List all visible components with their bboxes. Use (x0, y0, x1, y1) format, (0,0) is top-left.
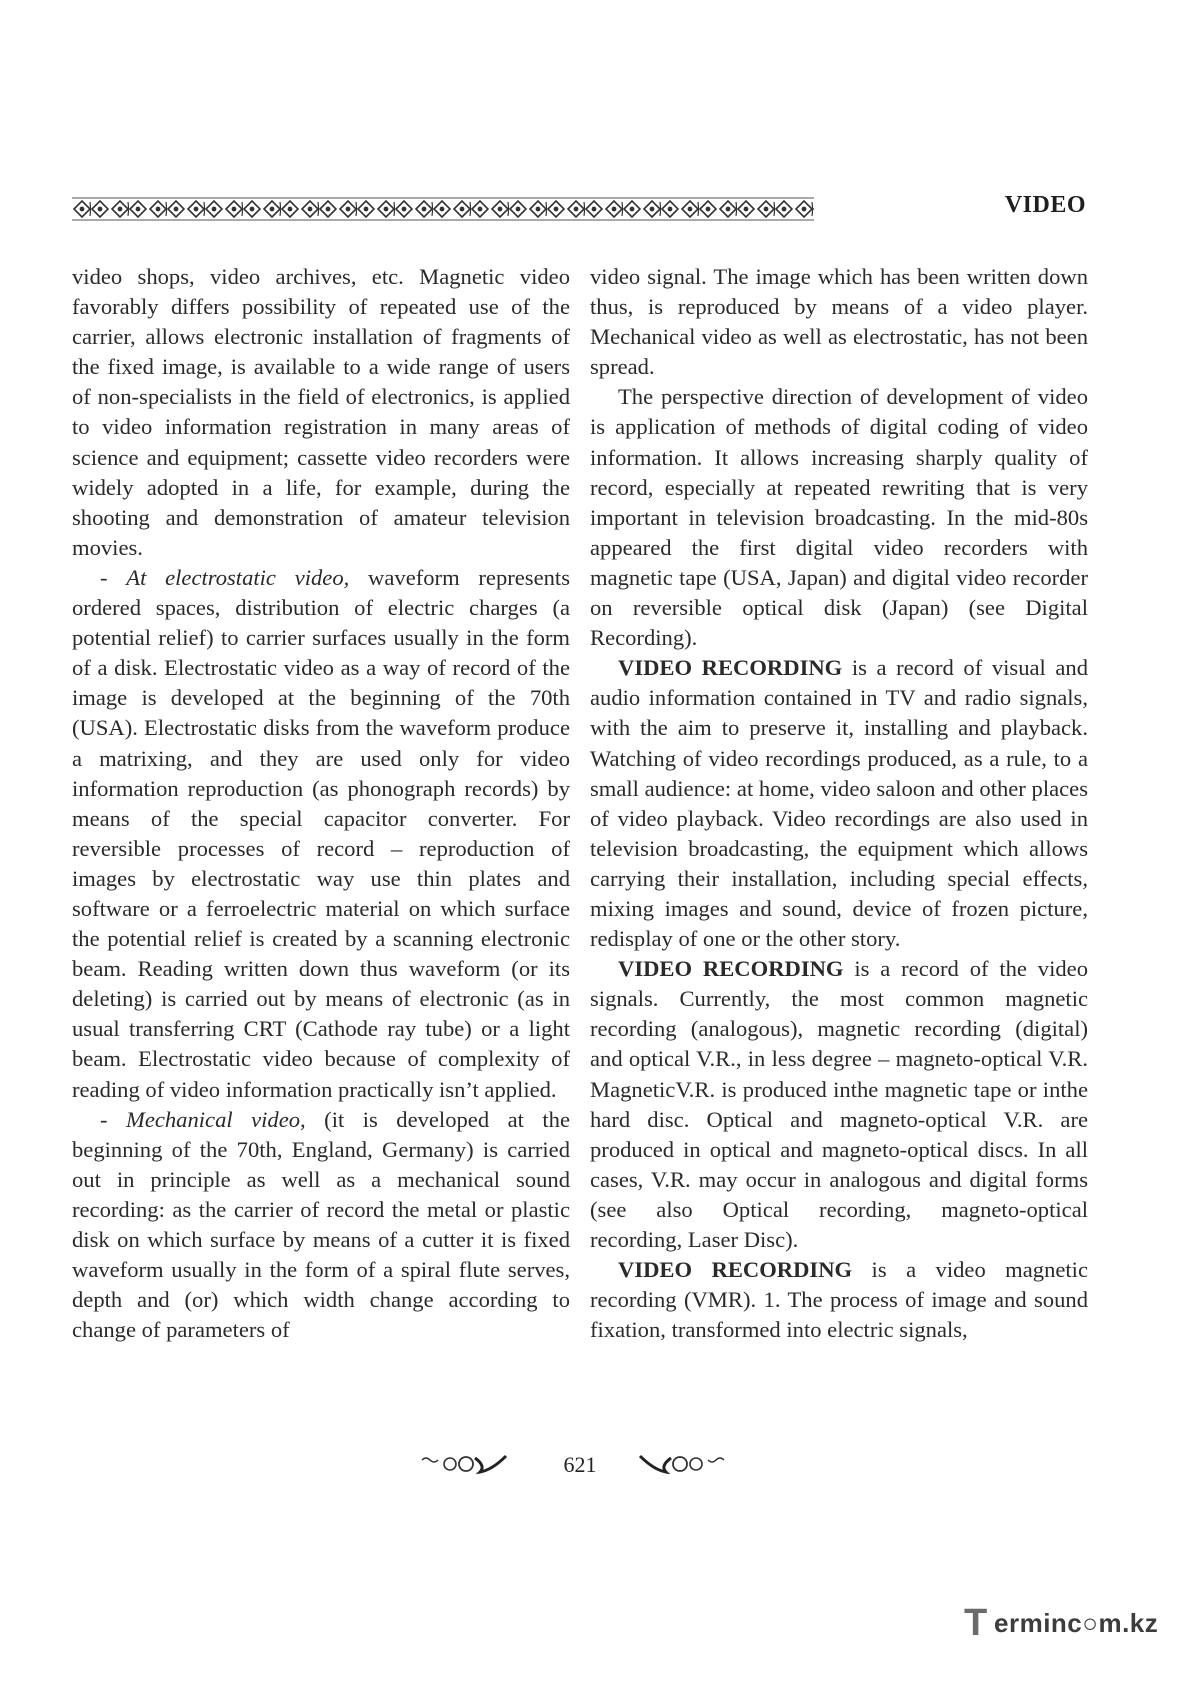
running-head: VIDEO (1004, 192, 1086, 218)
entry-term: VIDEO RECORDING (618, 956, 844, 982)
right-paragraph-1: video signal. The image which has been written down thus, is reproduced by means of a video player. Mechanical video as well as electrostatic, has not been spread. (590, 264, 1088, 380)
left-paragraph-2 (72, 563, 570, 1105)
left-column (72, 262, 570, 1345)
footer-ornament-right-icon (636, 1452, 726, 1476)
page-number: 621 (563, 1452, 597, 1477)
right-paragraph-5 (590, 1255, 1088, 1345)
footer-ornament-left-icon (420, 1452, 510, 1476)
paragraph-body: waveform represents ordered spaces, distribution of electric charges (a potential relief) to carrier surfaces usually in the form of a disk. Electrostatic video as a way of record of the image is developed at the beginning of the 70th (USA). Electrostatic disks from the waveform produce a matrixing, and they are used only for video information reproduction (as phonograph records) by means of the special capacitor converter. For reversible processes of record – reproduction of images by electrostatic way use thin plates and software or a ferroelectric material on which surface the potential relief is created by a scanning electronic beam. Reading written down thus waveform (or its deleting) is carried out by means of electronic (as in usual transferring CRT (Cathode ray tube) or a light beam. Electrostatic video because of complexity of reading of video information practically isn’t applied. (72, 564, 570, 1102)
watermark-text: erminc○m.kz (994, 1608, 1159, 1638)
page-header (72, 188, 1086, 228)
right-paragraph-2: The perspective direction of development of video is application of methods of digital coding of video information. It allows increasing sharply quality of record, especially at repeated rewriting that is very important in television broadcasting. In the mid-80s appeared the first digital video recorders with magnetic tape (USA, Japan) and digital video recorder on reversible optical disk (Japan) (see Digital Recording). (590, 384, 1088, 651)
entry-body: is a record of the video signals. Currently, the most common magnetic recording (analogous), magnetic recording (digital) and optical V.R., in less degree – magneto-optical V.R. MagneticV.R. is produced inthe magnetic tape or inthe hard disc. Optical and magneto-optical V.R. are produced in optical and magneto-optical discs. In all cases, V.R. may occur in analogous and digital forms (see also Optical recording, magneto-optical recording, Laser Disc). (590, 956, 1088, 1252)
italic-term-electrostatic-video: At electrostatic video, (126, 564, 350, 590)
paragraph-dash: - (100, 564, 127, 590)
italic-term-mechanical-video: Mechanical video, (126, 1106, 306, 1132)
ornamental-border-band (72, 196, 814, 222)
site-watermark-logo (964, 1600, 1174, 1650)
left-paragraph-3 (72, 1105, 570, 1346)
right-paragraph-4 (590, 954, 1088, 1255)
page-footer (0, 1442, 1191, 1482)
paragraph-dash: - (100, 1106, 126, 1132)
watermark-initial: T (964, 1602, 988, 1644)
right-column (590, 262, 1088, 1345)
entry-term: VIDEO RECORDING (618, 1257, 853, 1283)
left-paragraph-1: video shops, video archives, etc. Magnetic video favorably differs possibility of repeated use of the carrier, allows electronic installation of fragments of the fixed image, is available to a wide range of users of non-specialists in the field of electronics, is applied to video information registration in many areas of science and equipment; cassette video recorders were widely adopted in a life, for example, during the shooting and demonstration of amateur television movies. (72, 264, 570, 560)
entry-body: is a record of visual and audio information contained in TV and radio signals, with the aim to preserve it, installing and playback. Watching of video recordings produced, as a rule, to a small audience: at home, video saloon and other places of video playback. Video recordings are also used in television broadcasting, the equipment which allows carrying their installation, including special effects, mixing images and sound, device of frozen picture, redisplay of one or the other story. (590, 655, 1089, 952)
paragraph-body: (it is developed at the beginning of the 70th, England, Germany) is carried out in principle as well as a mechanical sound recording: as the carrier of record the metal or plastic disk on which surface by means of a cutter it is fixed waveform usually in the form of a spiral flute serves, depth and (or) which width change according to change of parameters of (72, 1106, 570, 1343)
entry-body: is a video magnetic recording (VMR). 1. The process of image and sound fixation, transformed into electric signals, (590, 1257, 1088, 1343)
entry-term: VIDEO RECORDING (618, 655, 843, 681)
right-paragraph-3 (590, 653, 1088, 954)
